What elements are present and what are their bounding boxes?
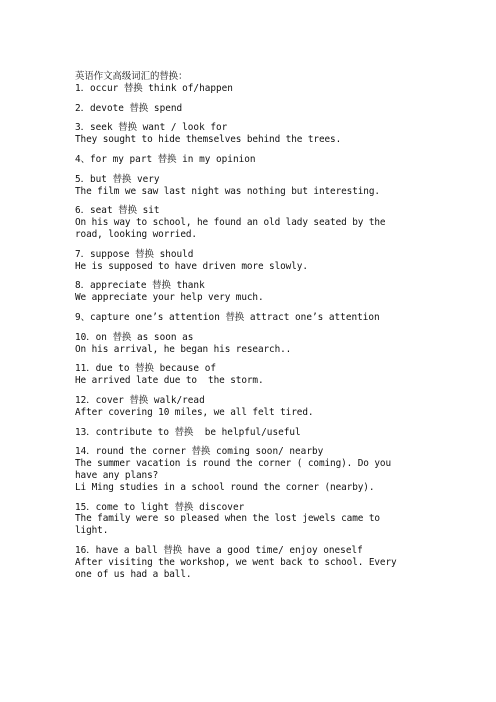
entry-example-2: Li Ming studies in a school round the corner (nearby). — [75, 481, 375, 493]
entry-11 — [75, 363, 415, 387]
entry-heading: 12．cover 替换 walk/read — [75, 394, 205, 406]
entry-heading: 13．contribute to 替换 be helpful/useful — [75, 426, 301, 438]
entry-example: He arrived late due to the storm. — [75, 375, 264, 387]
entry-2 — [75, 103, 415, 115]
entry-heading: 16．have a ball 替换 have a good time/ enjoy oneself — [75, 544, 363, 556]
entry-heading: 2．devote 替换 spend — [75, 102, 183, 114]
entry-heading: 7．suppose 替换 should — [75, 248, 194, 260]
entry-example: He is supposed to have driven more slowly. — [75, 260, 308, 272]
entry-heading: 6．seat 替换 sit — [75, 205, 160, 217]
entry-example: After covering 10 miles, we all felt tired. — [75, 406, 314, 418]
entry-5 — [75, 174, 415, 198]
entry-1 — [75, 83, 415, 95]
entry-example: They sought to hide themselves behind the trees. — [75, 134, 342, 146]
entry-heading: 14．round the corner 替换 coming soon/ nearby — [75, 446, 324, 458]
entry-heading: 9、capture one’s attention 替换 attract one’s attention — [75, 311, 380, 323]
entry-example: On his arrival, he began his research.. — [75, 343, 292, 355]
entry-15 — [75, 502, 415, 537]
entry-example: The summer vacation is round the corner ( coming). Do you have any plans? — [75, 458, 397, 481]
entry-heading: 3．seek 替换 want / look for — [75, 122, 228, 134]
entry-12 — [75, 395, 415, 419]
document-body — [75, 71, 415, 588]
entry-heading: 1．occur 替换 think of/happen — [75, 82, 233, 94]
entry-example: After visiting the workshop, we went back to school. Every one of us had a ball. — [75, 556, 403, 580]
entry-6 — [75, 205, 415, 240]
entry-heading: 10．on 替换 as soon as — [75, 331, 194, 343]
entry-heading: 5．but 替换 very — [75, 173, 160, 185]
entry-9 — [75, 312, 415, 324]
entry-7 — [75, 249, 415, 273]
entry-heading: 8．appreciate 替换 thank — [75, 280, 205, 292]
entry-heading: 15．come to light 替换 discover — [75, 501, 245, 513]
entry-heading: 11．due to 替换 because of — [75, 363, 217, 375]
entry-16 — [75, 545, 415, 580]
entry-13 — [75, 427, 415, 439]
entry-4 — [75, 154, 415, 166]
document-title: 英语作文高级词汇的替换： — [75, 71, 188, 82]
entry-example: We appreciate your help very much. — [75, 292, 264, 304]
entry-heading: 4、for my part 替换 in my opinion — [75, 153, 256, 165]
entry-8 — [75, 280, 415, 304]
entry-example: The film we saw last night was nothing but interesting. — [75, 185, 380, 197]
entry-14 — [75, 446, 415, 493]
entry-example: The family were so pleased when the lost jewels came to light. — [75, 513, 386, 537]
entry-3 — [75, 122, 415, 146]
entry-example: On his way to school, he found an old lady seated by the road, looking worried. — [75, 217, 392, 240]
entry-10 — [75, 332, 415, 356]
